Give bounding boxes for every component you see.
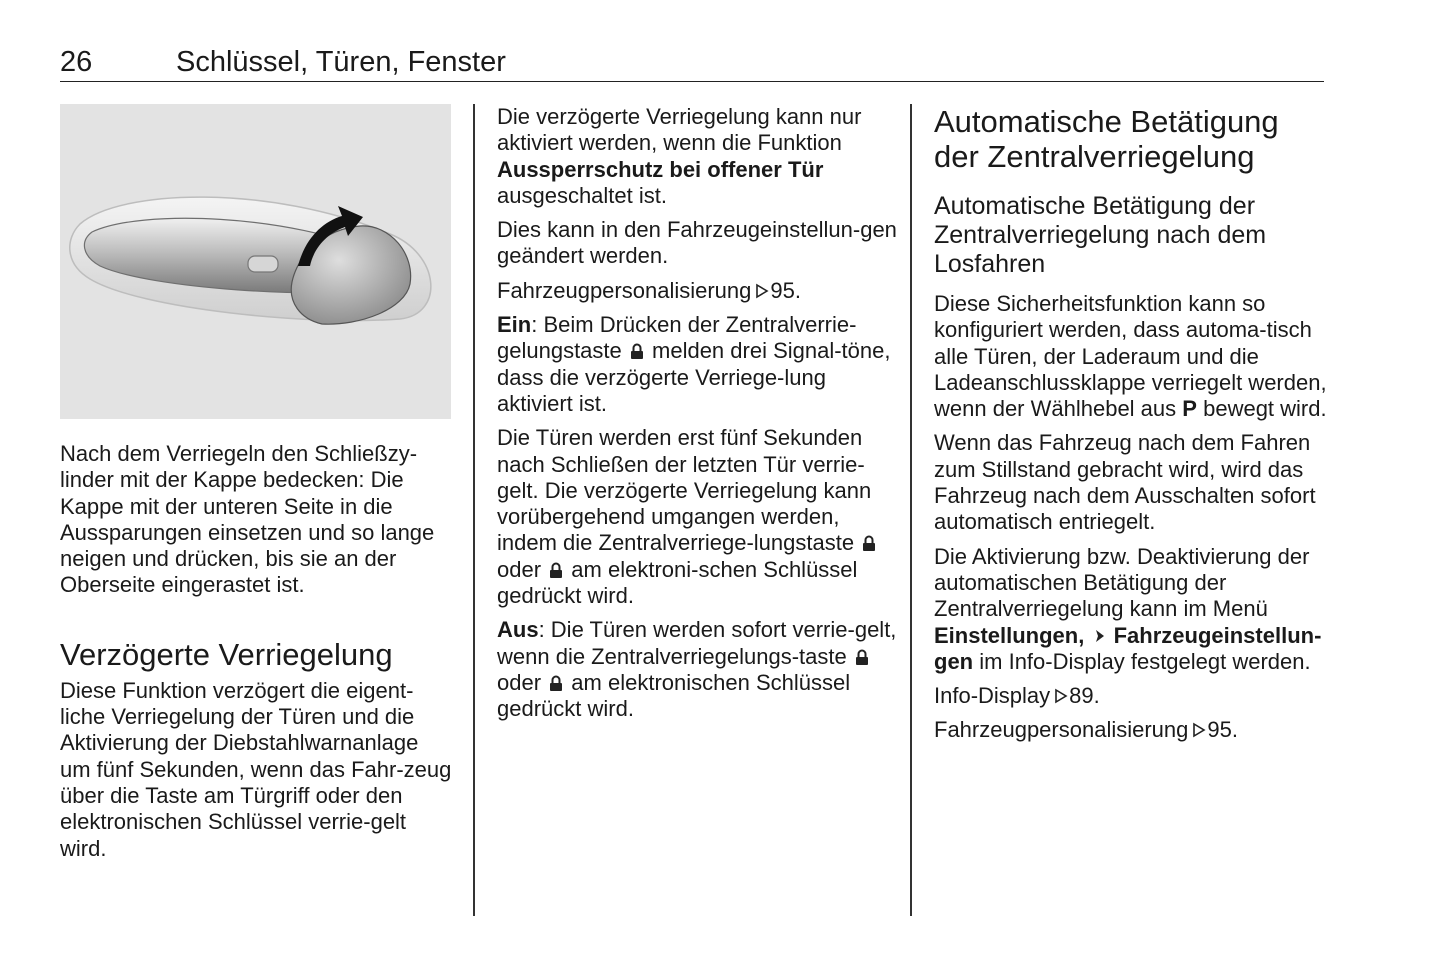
column-divider [910, 104, 912, 916]
column-2 [497, 104, 897, 731]
text: Diese Sicherheitsfunktion kann so konfiguriert werden, dass automa-tisch alle Türen, der Laderaum und die Ladeanschlussklappe verriegelt werden, wenn der Wählhebel aus [934, 291, 1327, 422]
door-handle-figure [60, 104, 451, 419]
figure-caption: Nach dem Verriegeln den Schließzy-linder mit der Kappe bedecken: Die Kappe mit der unteren Seite in die Aussparungen einsetzen und so lange neigen und drücken, bis sie an der Oberseite eingerastet ist. [60, 441, 435, 598]
text: Fahrzeugpersonalisierung [934, 717, 1189, 743]
column-1 [60, 104, 452, 870]
paragraph: Dies kann in den Fahrzeugeinstellun-gen geändert werden. [497, 217, 897, 269]
column-divider [473, 104, 475, 916]
arrow-reference-icon [1054, 688, 1068, 704]
paragraph [497, 425, 897, 609]
paragraph [934, 544, 1329, 675]
text: im Info-Display festgelegt werden. [979, 648, 1311, 674]
cross-reference [934, 717, 1329, 743]
text: : Die Türen werden sofort verrie-gelt, wenn die Zentralverriegelungs-taste [497, 617, 897, 669]
text: Fahrzeugpersonalisierung [497, 277, 752, 303]
text: melden drei Signal-töne, dass die verzögerte Verriege-lung aktiviert ist. [497, 338, 891, 416]
lock-icon [862, 535, 876, 552]
text: : Beim Drücken der Zentralverrie-gelungstaste [497, 312, 857, 364]
column-3 [934, 104, 1329, 752]
text: Die Aktivierung bzw. Deaktivierung der automatischen Betätigung der Zentralverriegelung kann im Menü [934, 543, 1310, 622]
text: oder [497, 556, 542, 582]
text: Die verzögerte Verriegelung kann nur aktiviert werden, wenn die Funktion [497, 104, 862, 156]
paragraph [497, 104, 897, 209]
menu-term: Fahrzeugeinstellun-gen [934, 622, 1322, 674]
text: am elektroni-schen Schlüssel gedrückt wird. [497, 556, 858, 609]
option-label: Ein [497, 312, 532, 338]
paragraph [497, 617, 897, 722]
menu-term: Aussperrschutz bei offener Tür [497, 156, 824, 182]
section-heading-automatic-locking: Automatische Betätigung der Zentralverriegelung [934, 104, 1279, 174]
text: Info-Display [934, 683, 1051, 709]
paragraph [497, 312, 897, 417]
paragraph: Diese Funktion verzögert die eigent-liche Verriegelung der Türen und die Aktivierung der Diebstahlwarnanlage um fünf Sekunden, wenn das Fahr-zeug über die Taste am Türgriff oder den elektronischen Schlüssel verrie-gelt wird. [60, 677, 452, 861]
subsection-heading: Automatische Betätigung der Zentralverriegelung nach dem Losfahren [934, 192, 1267, 278]
page-reference: 89. [1069, 683, 1100, 709]
paragraph [934, 291, 1329, 422]
lock-icon [549, 562, 563, 579]
text: bewegt wird. [1203, 396, 1327, 422]
arrow-reference-icon [755, 283, 769, 299]
text: am elektronischen Schlüssel gedrückt wird. [497, 669, 851, 722]
page-reference: 95. [770, 277, 801, 303]
arrow-reference-icon [1192, 722, 1206, 738]
text: Die Türen werden erst fünf Sekunden nach Schließen der letzten Tür verrie-gelt. Die verzögerte Verriegelung kann vorübergehend umgangen werden, indem die Zentralverriege-lungstaste [497, 425, 872, 556]
lock-icon [855, 649, 869, 666]
page-header [60, 44, 1324, 82]
lock-icon [549, 675, 563, 692]
cross-reference [497, 278, 897, 304]
option-label: Aus [497, 617, 539, 643]
page-reference: 95. [1207, 717, 1238, 743]
page-title: Schlüssel, Türen, Fenster [176, 46, 506, 78]
menu-term: Einstellungen, [934, 622, 1085, 648]
paragraph: Wenn das Fahrzeug nach dem Fahren zum Stillstand gebracht wird, wird das Fahrzeug nach dem Ausschalten sofort automatisch entriegelt. [934, 430, 1316, 535]
menu-arrow-icon [1094, 628, 1106, 644]
page-number: 26 [60, 46, 93, 78]
lock-icon [630, 343, 644, 360]
cross-reference [934, 683, 1329, 709]
section-heading-delayed-locking: Verzögerte Verriegelung [60, 636, 393, 672]
door-handle-illustration [60, 104, 451, 419]
gear-position: P [1182, 396, 1197, 422]
text: oder [497, 669, 542, 695]
text: ausgeschaltet ist. [497, 182, 667, 208]
